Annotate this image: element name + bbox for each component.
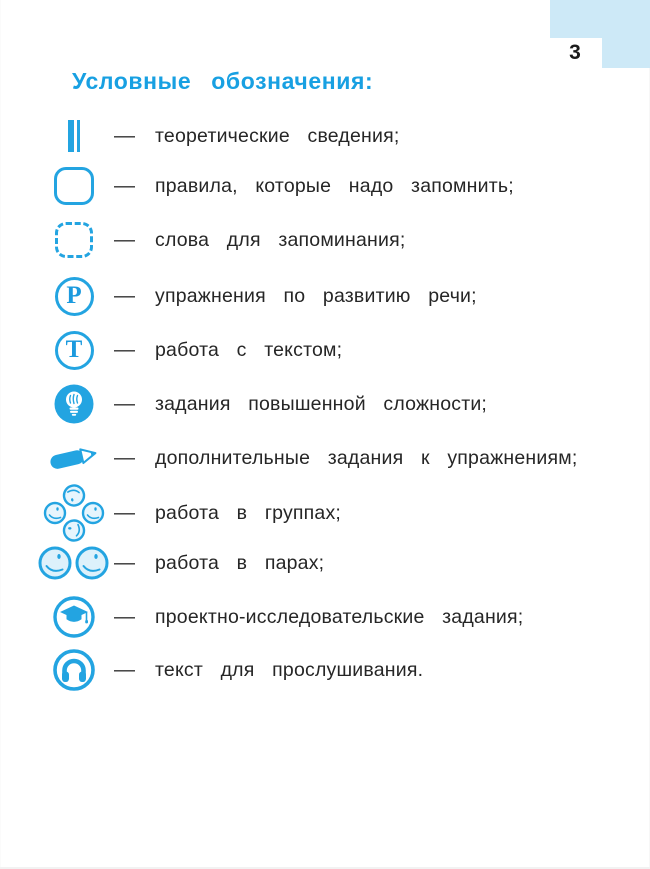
legend-row (0, 535, 650, 591)
legend-label: проектно-исследовательские задания; (155, 605, 524, 628)
legend-row (0, 430, 650, 486)
legend-dash: — (114, 228, 135, 251)
rule-frame-icon (36, 158, 112, 214)
legend-dash: — (114, 338, 135, 361)
speech-circle-icon (36, 268, 112, 324)
legend-label: текст для прослушивания. (155, 658, 424, 681)
legend-dash: — (114, 174, 135, 197)
pencil-icon (36, 430, 112, 486)
legend-row (0, 212, 650, 268)
graduation-cap-icon (36, 589, 112, 645)
legend-label: работа с текстом; (155, 338, 343, 361)
legend-label: правила, которые надо запомнить; (155, 174, 514, 197)
legend-dash: — (114, 446, 135, 469)
legend-row (0, 642, 650, 698)
bulb-icon (36, 376, 112, 432)
headphones-icon (36, 642, 112, 698)
legend-row (0, 485, 650, 541)
legend-dash: — (114, 605, 135, 628)
memo-words-frame-icon (36, 212, 112, 268)
legend-dash: — (114, 658, 135, 681)
legend-dash: — (114, 392, 135, 415)
legend-label: дополнительные задания к упражнениям; (155, 446, 578, 469)
legend-label: задания повышенной сложности; (155, 392, 488, 415)
legend-row (0, 268, 650, 324)
text-circle-icon (36, 322, 112, 378)
corner-decoration-side (602, 38, 650, 68)
theory-bars-icon (36, 108, 112, 164)
legend-label: работа в группах; (155, 501, 342, 524)
legend-dash: — (114, 551, 135, 574)
pair-faces-icon (36, 535, 112, 591)
page-title: Условные обозначения: (72, 68, 374, 94)
corner-decoration-top (550, 0, 650, 38)
legend-row (0, 589, 650, 645)
legend-label: теоретические сведения; (155, 124, 400, 147)
legend-row (0, 158, 650, 214)
legend-row (0, 376, 650, 432)
legend-label: упражнения по развитию речи; (155, 284, 477, 307)
legend-dash: — (114, 284, 135, 307)
circle-letter: Т (65, 335, 83, 363)
legend-dash: — (114, 124, 135, 147)
legend-row (0, 108, 650, 164)
legend-dash: — (114, 501, 135, 524)
legend-row (0, 322, 650, 378)
legend-label: работа в парах; (155, 551, 325, 574)
legend-label: слова для запоминания; (155, 228, 406, 251)
circle-letter: Р (66, 281, 82, 309)
page-number: 3 (569, 41, 581, 64)
group-faces-icon (36, 485, 112, 541)
